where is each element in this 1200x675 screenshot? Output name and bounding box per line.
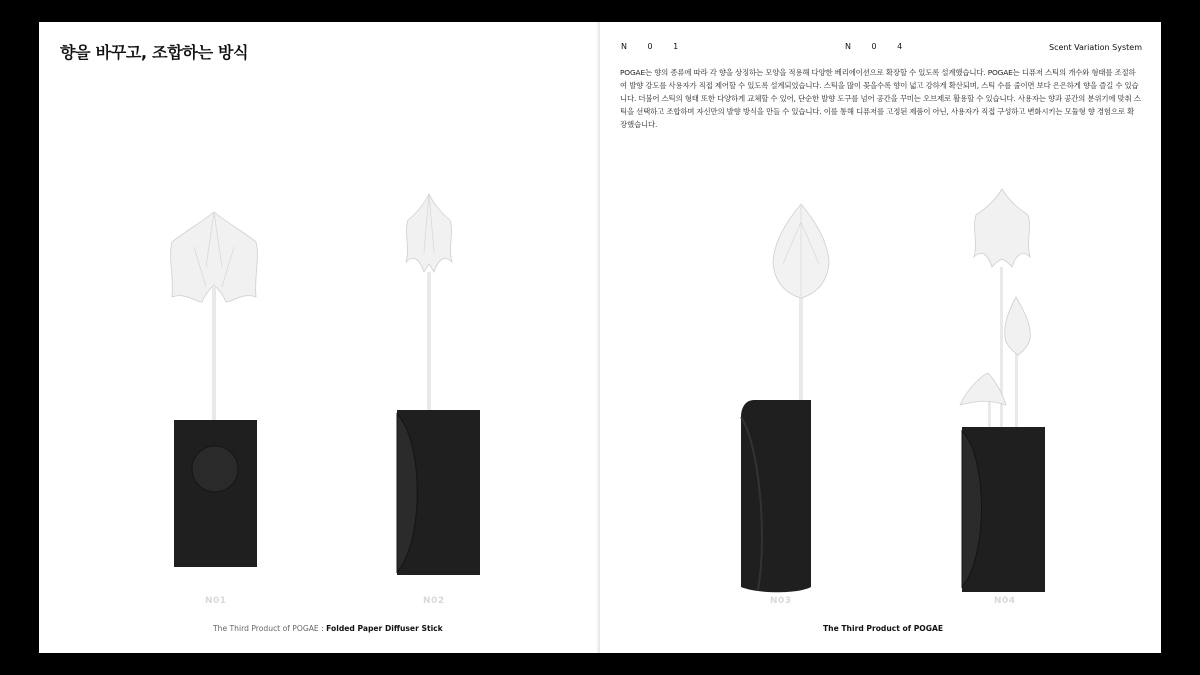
section-title: Scent Variation System <box>1048 43 1142 52</box>
product-n01-illustration <box>164 207 274 572</box>
body-text: POGAE는 향의 종류에 따라 각 향을 상징하는 모양을 적용해 다양한 베리에이션으로 확장할 수 있도록 설계했습니다. POGAE는 디퓨저 스틱의 개수와 형태를 조절하여 발향 강도를 사용자가 직접 제어할 수 있도록 설계되었습니다. 스틱을 많이 꽂을수록 향이 넓고 강하게 확산되며, 스틱 수를 줄이면 보다 은은하게 향을 즐길 수 있습니다. 더불어 스틱의 형태 또한 다양하게 교체할 수 있어, 단순한 발향 도구를 넘어 공간을 꾸미는 오브제로 활용할 수 있습니다. 사용자는 향과 공간의 분위기에 맞춰 스틱을 선택하고 조합하며 자신만의 발향 방식을 만들 수 있습니다. 이를 통해 디퓨저를 고정된 제품이 아닌, 사용자가 직접 구성하고 변화시키는 모듈형 향 경험으로 확장했습니다. <box>620 68 1141 129</box>
product-label: N04 <box>994 596 1016 606</box>
product-n03-illustration <box>738 202 818 597</box>
page-number-start: N 0 1 <box>621 42 688 51</box>
left-page <box>39 22 600 653</box>
page-number-end: N 0 4 <box>845 42 912 51</box>
product-label: N01 <box>205 596 227 606</box>
product-label: N02 <box>423 596 445 606</box>
product-label: N03 <box>770 596 792 606</box>
caption <box>213 624 443 633</box>
product-n04-illustration <box>958 187 1048 577</box>
caption-bold: Folded Paper Diffuser Stick <box>326 624 443 633</box>
page-title: 향을 바꾸고, 조합하는 방식 <box>60 43 249 62</box>
caption: The Third Product of POGAE <box>823 624 944 633</box>
product-n02-illustration <box>394 192 484 582</box>
caption-prefix: The Third Product of POGAE : <box>213 624 327 633</box>
right-page <box>600 22 1161 653</box>
